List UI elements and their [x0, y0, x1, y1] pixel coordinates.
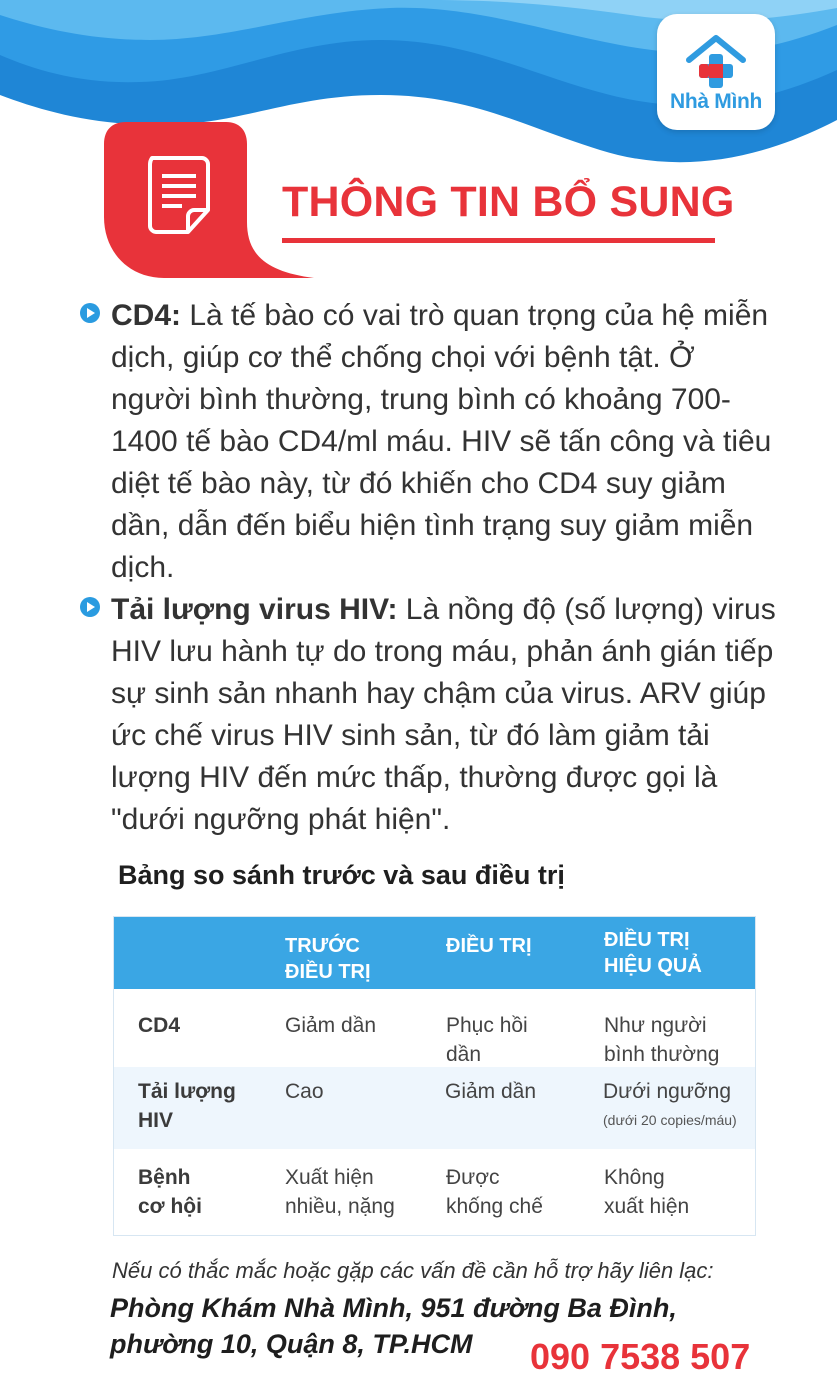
table-cell: Không xuất hiện	[604, 1166, 690, 1218]
row-label: Tải lượng HIV	[138, 1080, 236, 1132]
bullet-text: Là nồng độ (số lượng) virus HIV lưu hành tự do trong máu, phản ánh gián tiếp sự sinh sản nhanh hay chậm của virus. ARV giúp ức chế virus HIV sinh sản, từ đó làm giảm tải lượng HIV đến mức thấp, thường được gọi là "dưới ngưỡng phát hiện".	[111, 593, 776, 836]
table-cell: Xuất hiện nhiều, nặng	[285, 1166, 395, 1218]
table-cell: Phục hồi dần	[446, 1014, 528, 1066]
bullet-viral-load	[78, 589, 778, 841]
table-row	[114, 1067, 755, 1149]
table-header	[114, 917, 755, 989]
bullet-text: Là tế bào có vai trò quan trọng của hệ miễn dịch, giúp cơ thể chống chọi với bệnh tật. Ở người bình thường, trung bình có khoảng 700-1400 tế bào CD4/ml máu. HIV sẽ tấn công và tiêu diệt tế bào này, từ đó khiến cho CD4 suy giảm dần, dẫn đến biểu hiện tình trạng suy giảm miễn dịch.	[111, 299, 772, 584]
address-line-1: Phòng Khám Nhà Mình, 951 đường Ba Đình,	[110, 1293, 677, 1323]
table-cell: Giảm dần	[285, 1014, 377, 1037]
table-cell: Như người bình thường	[604, 1014, 720, 1066]
play-circle-icon	[80, 303, 100, 323]
header-treatment: ĐIỀU TRỊ	[446, 935, 532, 957]
table-cell: Dưới ngưỡng (dưới 20 copies/máu)	[603, 1080, 737, 1128]
bullet-term: Tải lượng virus HIV:	[111, 593, 398, 626]
document-icon	[146, 154, 212, 236]
house-cross-icon	[681, 30, 751, 90]
contact-note: Nếu có thắc mắc hoặc gặp các vấn đề cần hỗ trợ hãy liên lạc:	[112, 1258, 714, 1283]
brand-name: Nhà Mình	[669, 90, 763, 113]
comparison-table	[113, 916, 756, 1236]
bullet-cd4	[78, 295, 778, 589]
row-label: Bệnh cơ hội	[138, 1166, 202, 1218]
play-circle-icon	[80, 597, 100, 617]
table-row	[114, 989, 755, 1067]
bullet-term: CD4:	[111, 299, 182, 332]
table-title: Bảng so sánh trước và sau điều trị	[118, 860, 565, 890]
table-cell: Giảm dần	[445, 1080, 537, 1103]
header-effective-treatment: ĐIỀU TRỊ HIỆU QUẢ	[604, 929, 702, 977]
section-title: THÔNG TIN BỔ SUNG	[282, 178, 735, 226]
title-underline	[282, 238, 715, 243]
address-line-2: phường 10, Quận 8, TP.HCM	[110, 1329, 473, 1359]
row-label: CD4	[138, 1014, 181, 1037]
table-row	[114, 1149, 755, 1235]
table-cell: Được khống chế	[446, 1166, 543, 1218]
info-bullets	[78, 295, 778, 841]
brand-logo	[657, 14, 775, 130]
phone-number[interactable]: 090 7538 507	[530, 1336, 751, 1377]
threshold-note: (dưới 20 copies/máu)	[603, 1112, 737, 1128]
header-before-treatment: TRƯỚC ĐIỀU TRỊ	[285, 935, 371, 983]
table-cell: Cao	[285, 1080, 324, 1103]
